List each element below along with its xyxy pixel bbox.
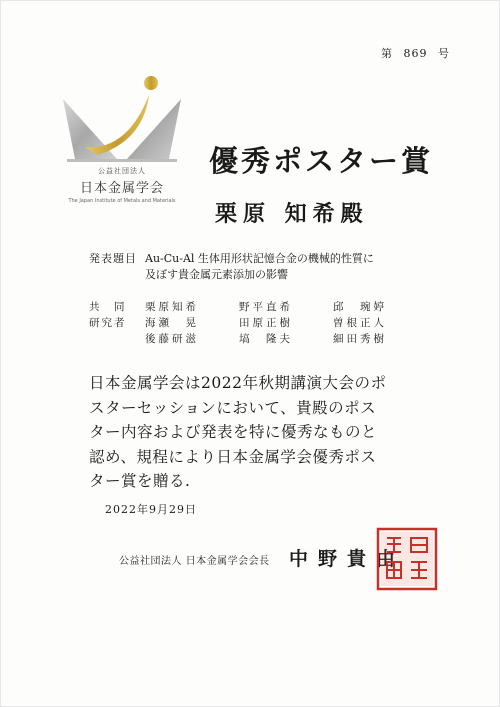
coauthor-name: 細田秀樹: [333, 333, 387, 345]
coauthor-name: 邱 琬婷: [333, 301, 387, 313]
award-date: 2022年9月29日: [105, 503, 197, 516]
award-title: 優秀ポスター賞: [208, 144, 433, 178]
coauthor-name: 曽根正人: [333, 317, 387, 329]
recipient-name: 栗原 知希殿: [215, 201, 369, 227]
number-label: 第: [381, 47, 393, 60]
coauthor-name: 塙 隆夫: [239, 333, 293, 345]
message-line: ター賞を贈る.: [89, 472, 191, 490]
org-small-label: 公益社団法人: [98, 167, 146, 175]
number-suffix: 号: [438, 47, 450, 60]
message-line: 認め、規程により日本金属学会優秀ポス: [89, 447, 377, 466]
coauthor-name: 海瀬 晃: [145, 317, 199, 329]
number-value: 869: [403, 47, 428, 60]
certificate-number: [378, 45, 453, 61]
official-seal-icon: [375, 526, 439, 592]
signer-title: 公益社団法人 日本金属学会会長: [119, 556, 270, 567]
org-name: 日本金属学会: [79, 181, 164, 196]
signer-name: 中野貴由: [289, 548, 406, 570]
message-line: ター内容および発表を特に優秀なものと: [89, 423, 378, 441]
coauthor-name: 後藤研滋: [145, 333, 199, 345]
message-line: 日本金属学会は2022年秋期講演大会のポ: [89, 374, 387, 392]
topic-line-2: 及ぼす貴金属元素添加の影響: [145, 268, 288, 281]
org-english-name: The Japan Institute of Metals and Materials: [68, 198, 176, 204]
coauthor-label-2: 研究者: [89, 317, 127, 329]
topic-label: 発表題目: [89, 252, 137, 265]
coauthor-name: 田原正樹: [239, 317, 293, 329]
topic-line-1: Au-Cu-Al 生体用形状記憶合金の機械的性質に: [145, 252, 374, 265]
coauthor-name: 野平直希: [239, 301, 293, 313]
coauthor-label-1: 共 同: [89, 301, 127, 313]
logo-organization: [47, 166, 197, 204]
award-message: [89, 371, 419, 494]
coauthor-name: 栗原知希: [145, 301, 199, 313]
message-line: スターセッションにおいて、貴殿のポス: [89, 398, 377, 417]
